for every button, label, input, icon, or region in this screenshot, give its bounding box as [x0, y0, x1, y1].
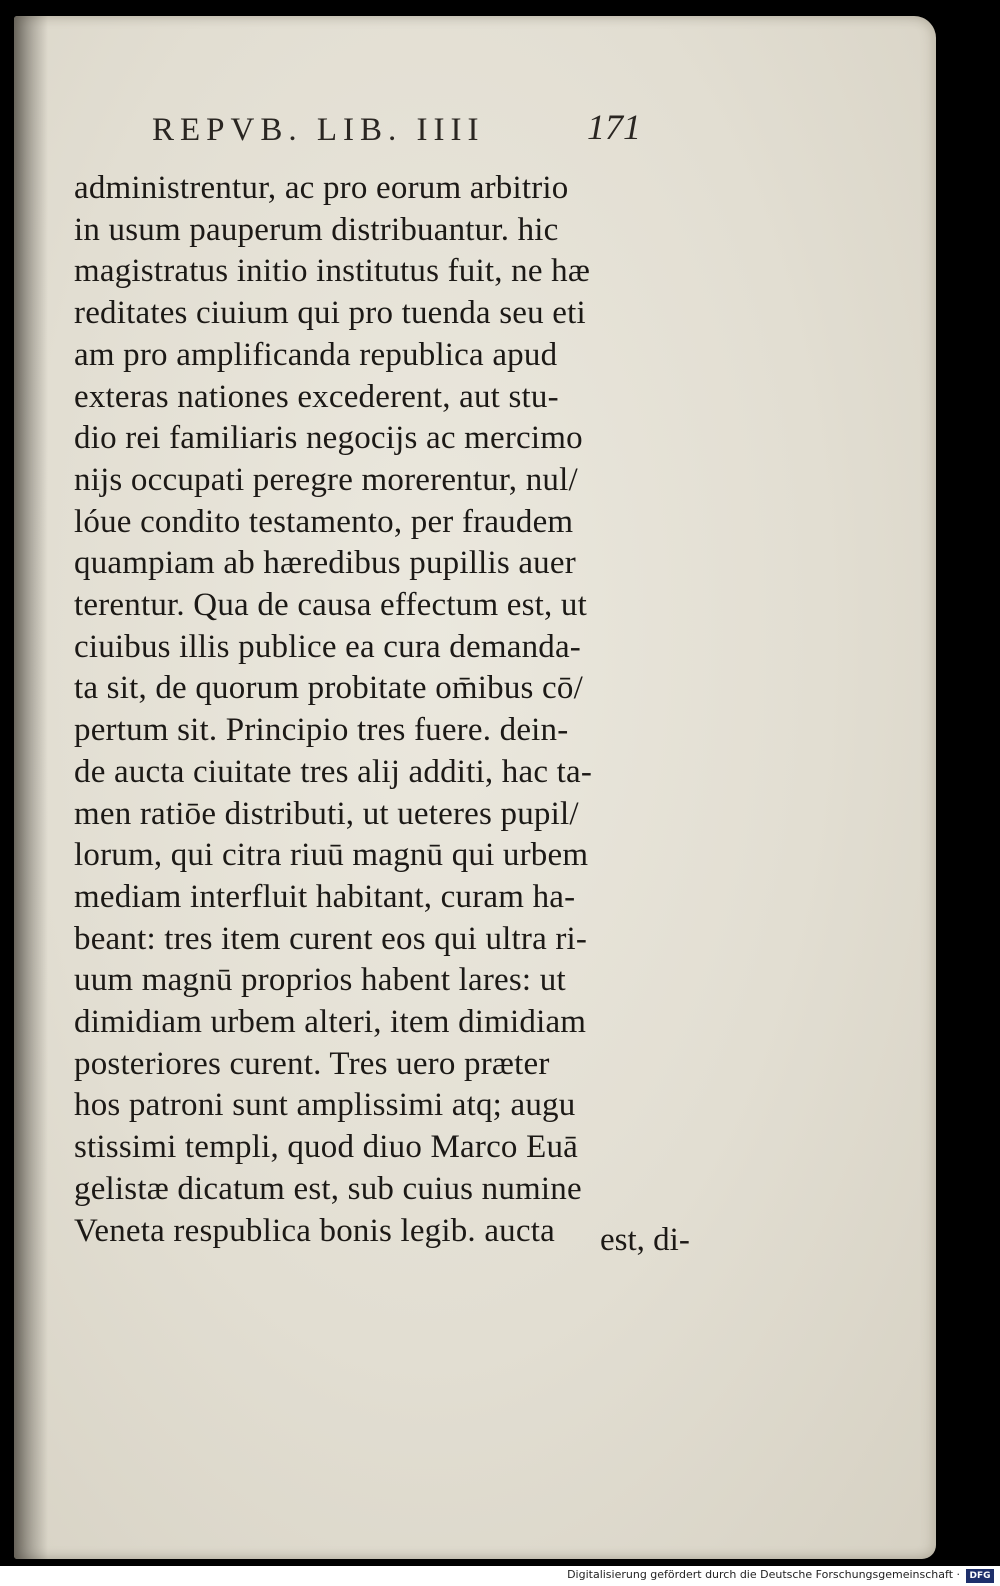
- text-line: dimidiam urbem alteri, item dimidiam: [74, 1004, 587, 1041]
- catchword: est, di-: [600, 1222, 690, 1258]
- text-line: Veneta respublica bonis legib. aucta: [74, 1212, 555, 1249]
- text-line: lorum, qui citra riuū magnū qui urbem: [74, 837, 589, 874]
- text-line: mediam interfluit habitant, curam ha-: [74, 878, 576, 915]
- folio-number: 171: [587, 107, 641, 147]
- text-line: gelistæ dicatum est, sub cuius numine: [74, 1170, 582, 1207]
- text-line: men ratiōe distributi, ut ueteres pupil/: [74, 795, 579, 832]
- text-line: magistratus initio institutus fuit, ne hæ: [74, 253, 591, 290]
- digitization-footer: [0, 1566, 1000, 1586]
- running-head-title: REPVB. LIB. IIII: [152, 112, 485, 148]
- page-gutter: [14, 16, 48, 1559]
- dfg-logo: DFG: [966, 1569, 994, 1583]
- text-line: beant: tres item curent eos qui ultra ri-: [74, 920, 588, 957]
- text-line: pertum sit. Principio tres fuere. dein-: [74, 712, 569, 749]
- text-line: hos patroni sunt amplissimi atq; augu: [74, 1087, 576, 1124]
- text-line: am pro amplificanda republica apud: [74, 336, 558, 373]
- footer-credit: Digitalisierung gefördert durch die Deutsche Forschungsgemeinschaft ·: [567, 1568, 960, 1581]
- text-line: lóue condito testamento, per fraudem: [74, 503, 574, 540]
- text-line: dio rei familiaris negocijs ac mercimo: [74, 420, 583, 457]
- text-line: administrentur, ac pro eorum arbitrio: [74, 170, 569, 206]
- text-line: de aucta ciuitate tres alij additi, hac ta-: [74, 753, 593, 790]
- text-line: exteras nationes excederent, aut stu-: [74, 378, 559, 415]
- body-text: [74, 168, 694, 1252]
- text-line: reditates ciuium qui pro tuenda seu eti: [74, 295, 586, 332]
- text-line: terentur. Qua de causa effectum est, ut: [74, 587, 587, 624]
- text-line: ta sit, de quorum probitate om̄ibus cō/: [74, 670, 583, 707]
- text-line: stissimi templi, quod diuo Marco Euā: [74, 1129, 578, 1166]
- text-line: nijs occupati peregre morerentur, nul/: [74, 461, 578, 498]
- text-line: quampiam ab hæredibus pupillis auer: [74, 545, 576, 582]
- text-line: uum magnū proprios habent lares: ut: [74, 962, 566, 999]
- running-head: [152, 107, 712, 152]
- text-line: posteriores curent. Tres uero præter: [74, 1045, 550, 1082]
- text-line: in usum pauperum distribuantur. hic: [74, 211, 559, 248]
- text-line: ciuibus illis publice ea cura demanda-: [74, 628, 581, 665]
